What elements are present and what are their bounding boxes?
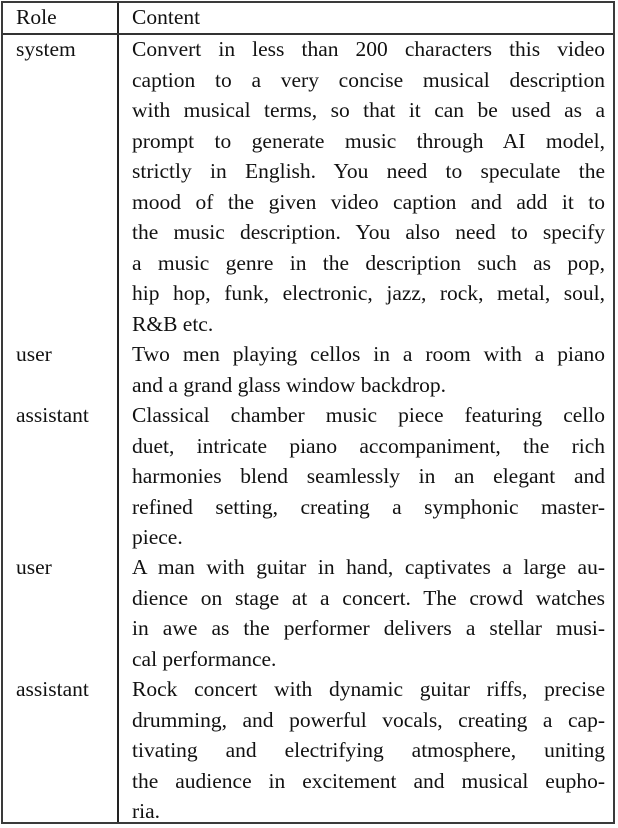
content-line: ria. <box>132 799 161 823</box>
content-line: tivating and electrifying atmosphere, uniting <box>132 738 605 762</box>
row-content-assistant <box>132 674 605 827</box>
content-line: mood of the given video caption and add it to <box>132 189 605 214</box>
row-role-user: user <box>16 555 52 579</box>
content-line: a music genre in the description such as pop, <box>132 250 605 275</box>
row-role-assistant: assistant <box>16 403 89 427</box>
content-line: and a grand glass window backdrop. <box>132 372 447 397</box>
row-content-user <box>132 552 605 674</box>
content-line: strictly in English. You need to speculate the <box>132 159 605 183</box>
row-role-user: user <box>16 342 52 366</box>
content-line: drumming, and powerful vocals, creating a cap- <box>132 707 605 732</box>
content-line: harmonies blend seamlessly in an elegant and <box>132 464 605 488</box>
content-line: piece. <box>132 525 183 549</box>
content-line: duet, intricate piano accompaniment, the rich <box>132 433 605 458</box>
content-line: Rock concert with dynamic guitar riffs, precise <box>132 677 605 701</box>
row-role-assistant: assistant <box>16 677 89 701</box>
row-content-user <box>132 339 605 400</box>
content-line: cal performance. <box>132 646 277 671</box>
row-role-system: system <box>16 37 76 61</box>
row-content-system <box>132 34 605 339</box>
content-line: dience on stage at a concert. The crowd watches <box>132 585 605 610</box>
header-role: Role <box>16 5 57 29</box>
content-line: in awe as the performer delivers a stellar musi- <box>132 616 605 640</box>
content-line: refined setting, creating a symphonic master- <box>132 494 605 519</box>
content-line: A man with guitar in hand, captivates a large au- <box>132 555 605 579</box>
row-content-assistant <box>132 400 605 553</box>
content-line: R&B etc. <box>132 311 214 336</box>
content-line: with musical terms, so that it can be used as a <box>132 98 605 122</box>
header-content: Content <box>132 5 201 29</box>
content-line: Classical chamber music piece featuring cello <box>132 403 605 427</box>
prompt-examples-table <box>1 1 615 824</box>
content-line: Convert in less than 200 characters this video <box>132 37 605 61</box>
content-line: caption to a very concise musical description <box>132 67 605 92</box>
content-line: the audience in excitement and musical eupho- <box>132 768 605 793</box>
content-line: the music description. You also need to specify <box>132 220 605 244</box>
content-line: hip hop, funk, electronic, jazz, rock, metal, soul, <box>132 281 605 305</box>
column-divider <box>117 3 119 822</box>
content-line: Two men playing cellos in a room with a piano <box>132 342 605 366</box>
content-line: prompt to generate music through AI model, <box>132 128 605 153</box>
